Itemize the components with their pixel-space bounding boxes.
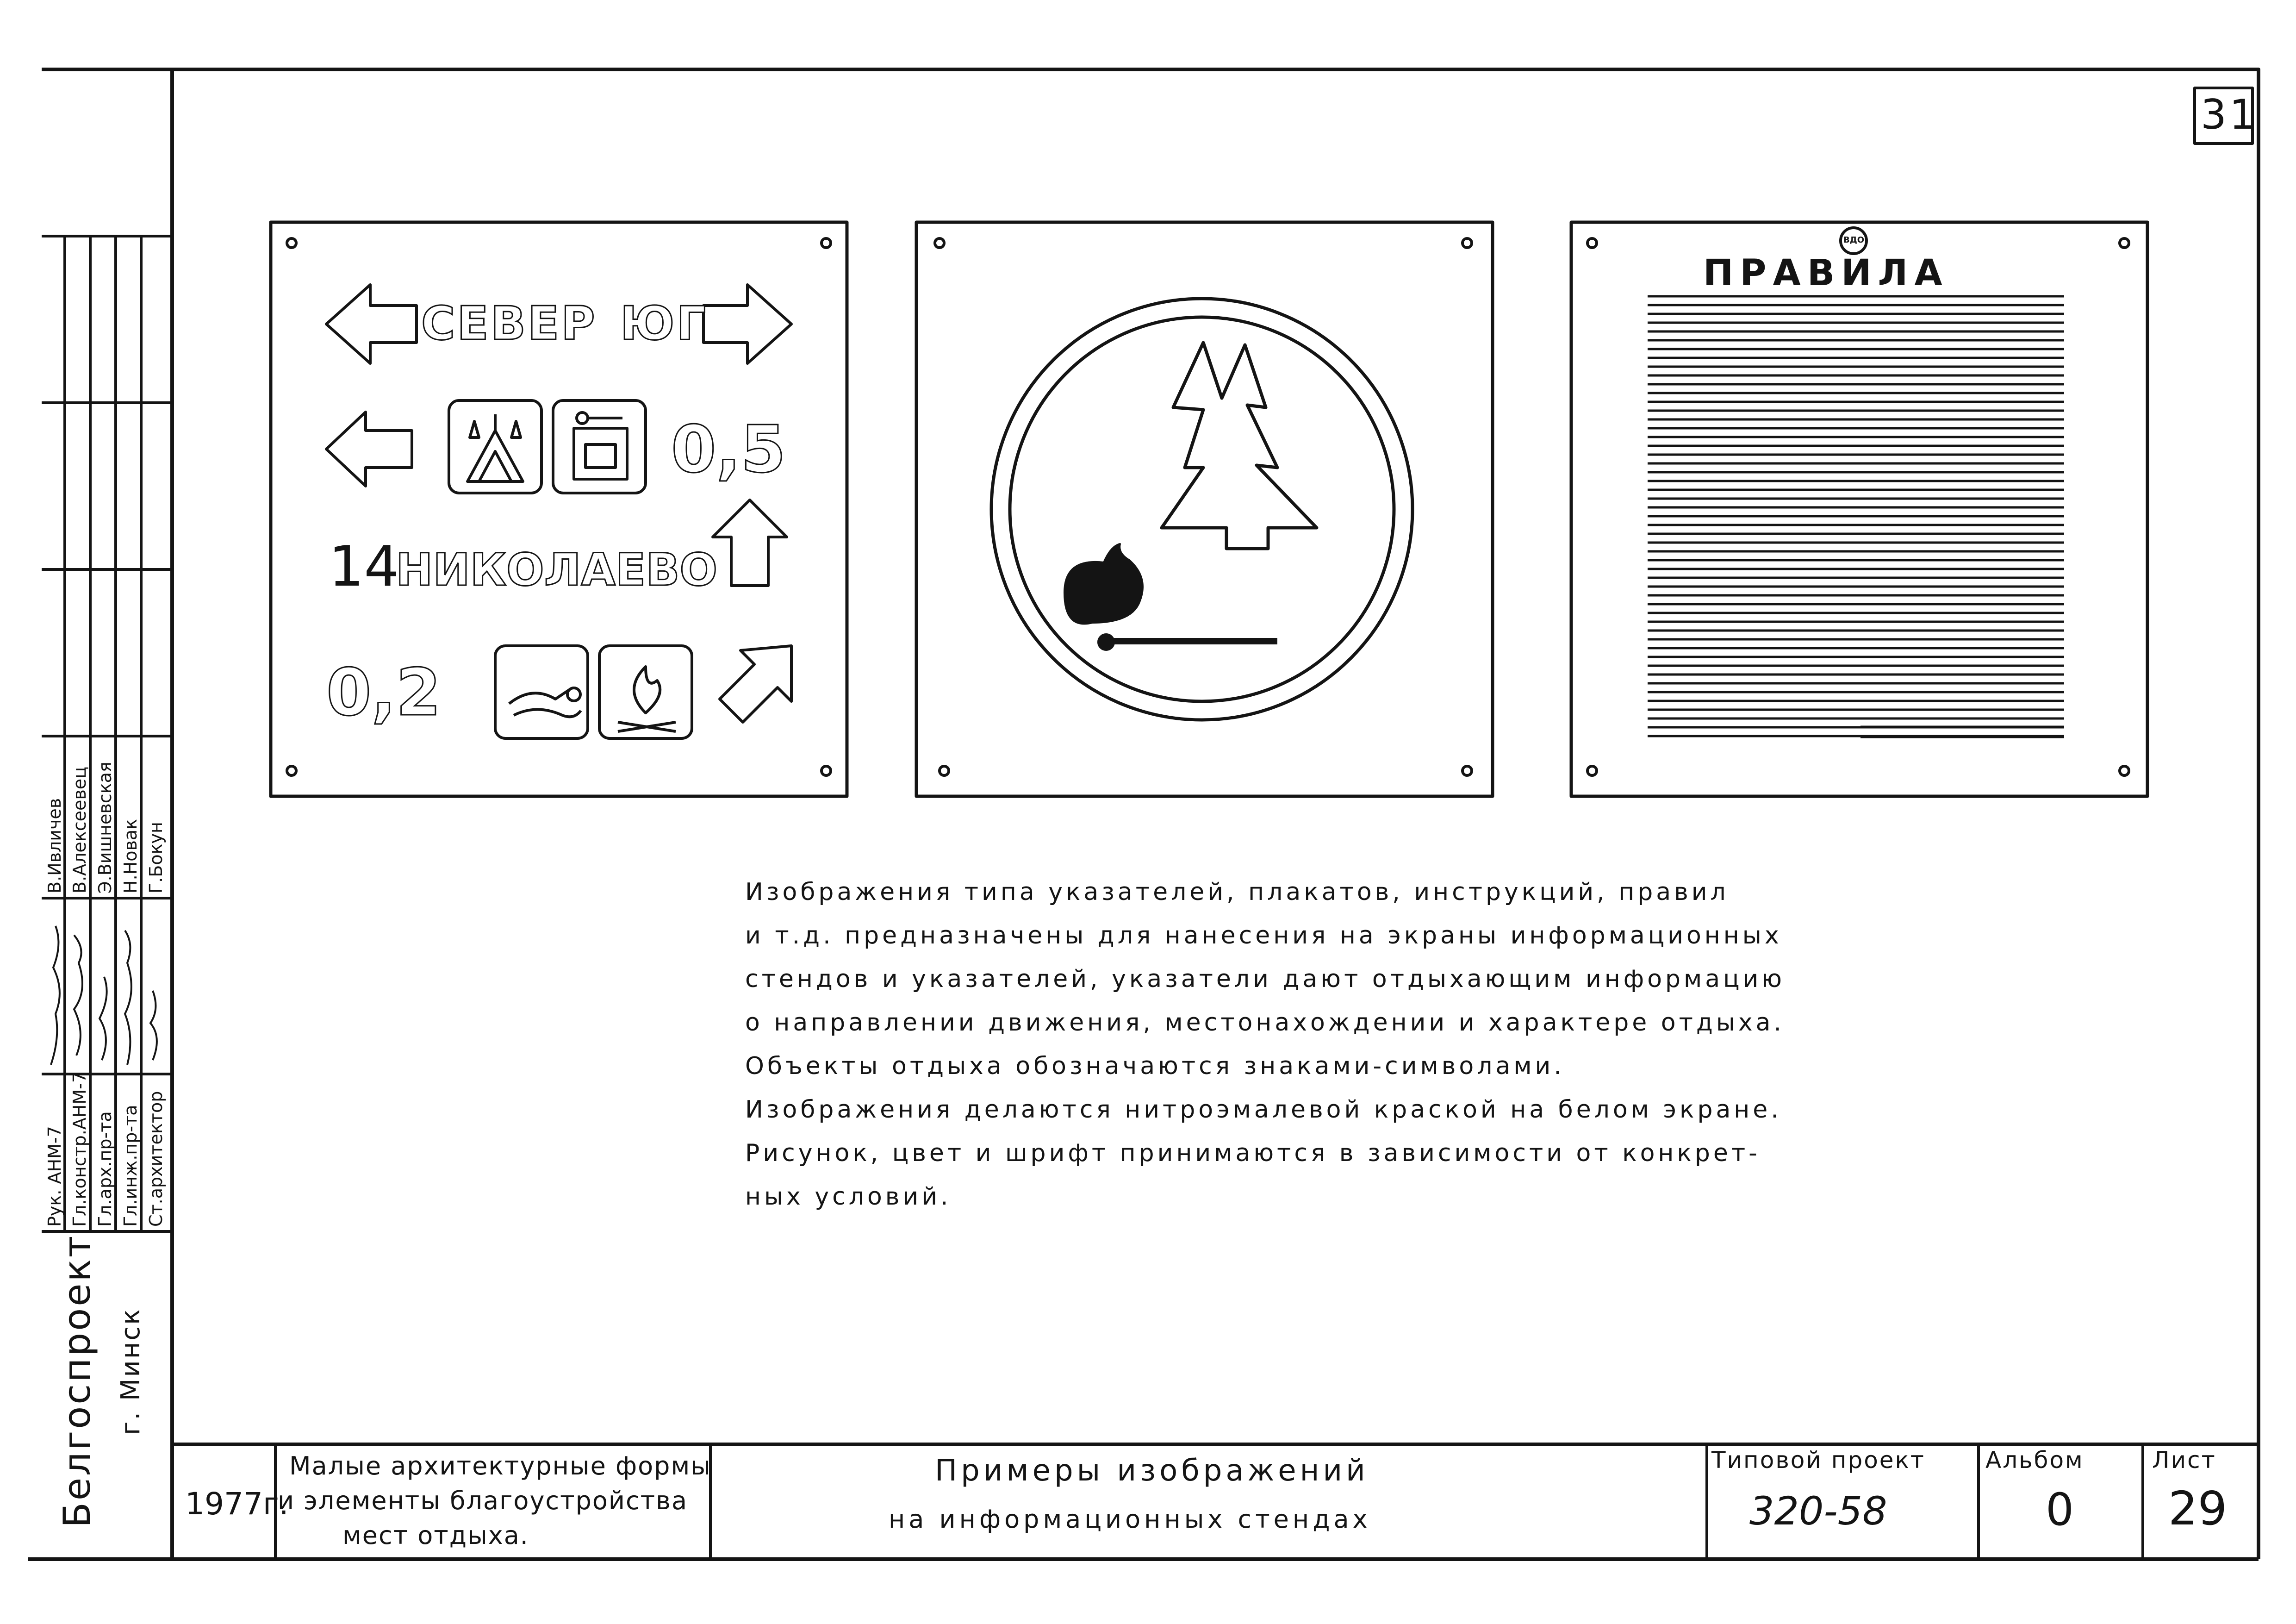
signature-name: В.Алексеевец: [69, 766, 90, 893]
note-line: ных условий.: [745, 1183, 952, 1211]
note-line: о направлении движения, местонахождении и характере отдыха.: [745, 1009, 1785, 1037]
rules-title: ПРАВИЛА: [1703, 252, 1949, 294]
subject-line: Малые архитектурные формы: [289, 1451, 711, 1480]
rules-text-lines: [1648, 296, 2064, 737]
sheet-label: Лист: [2152, 1447, 2216, 1474]
sheet-value: 29: [2168, 1481, 2228, 1536]
signature-name: Э.Вишневская: [95, 762, 115, 893]
distance-label-2: 0,2: [326, 655, 442, 731]
signature-role: Гл.констр.АНМ-7: [69, 1071, 90, 1227]
note-line: Объекты отдыха обозначаются знаками-символами.: [745, 1052, 1565, 1080]
corner-sheet-number: 31: [2201, 91, 2258, 138]
forest-fire-sign-outline: [916, 222, 1493, 796]
drawing-title-line-2: на информационных стендах: [889, 1505, 1371, 1534]
distance-label-1: 0,5: [671, 412, 786, 487]
note-line: Изображения делаются нитроэмалевой краской на белом экране.: [745, 1096, 1782, 1124]
south-label: ЮГ: [620, 296, 708, 350]
signature-name: Г.Бокун: [146, 822, 166, 893]
signature-name: В.Ивличев: [44, 798, 65, 893]
project-label: Типовой проект: [1711, 1447, 1925, 1474]
subject-line: и элементы благоустройства: [278, 1486, 688, 1515]
drawing-title-line-1: Примеры изображений: [935, 1454, 1369, 1488]
organization-city: г. Минск: [116, 1308, 146, 1435]
album-value: 0: [2046, 1484, 2074, 1536]
signature-name: Н.Новак: [120, 818, 141, 893]
note-line: Изображения типа указателей, плакатов, инструкций, правил: [745, 878, 1729, 906]
rules-emblem: ВДО: [1843, 235, 1865, 245]
handwritten-signatures: [42, 898, 180, 1083]
album-label: Альбом: [1985, 1447, 2084, 1474]
note-line: стендов и указателей, указатели дают отдыхающим информацию: [745, 965, 1786, 993]
explanatory-note: [745, 870, 1785, 1218]
place-number: 14: [329, 535, 399, 599]
organization-name: Белгоспроект: [56, 1234, 99, 1528]
place-name: НИКОЛАЕВО: [396, 544, 718, 596]
project-value: 320-58: [1749, 1488, 1887, 1534]
note-line: Рисунок, цвет и шрифт принимаются в зависимости от конкрет-: [745, 1139, 1761, 1167]
year: 1977г.: [185, 1486, 289, 1522]
subject-line: мест отдыха.: [342, 1521, 529, 1550]
north-label: СЕВЕР: [421, 296, 597, 350]
signature-role: Ст.архитектор: [146, 1091, 166, 1227]
note-line: и т.д. предназначены для нанесения на экраны информационных: [745, 922, 1782, 949]
signature-role: Гл.инж.пр-та: [120, 1105, 141, 1227]
signature-role: Гл.арх.пр-та: [95, 1111, 115, 1227]
signature-role: Рук. АНМ-7: [44, 1126, 65, 1227]
